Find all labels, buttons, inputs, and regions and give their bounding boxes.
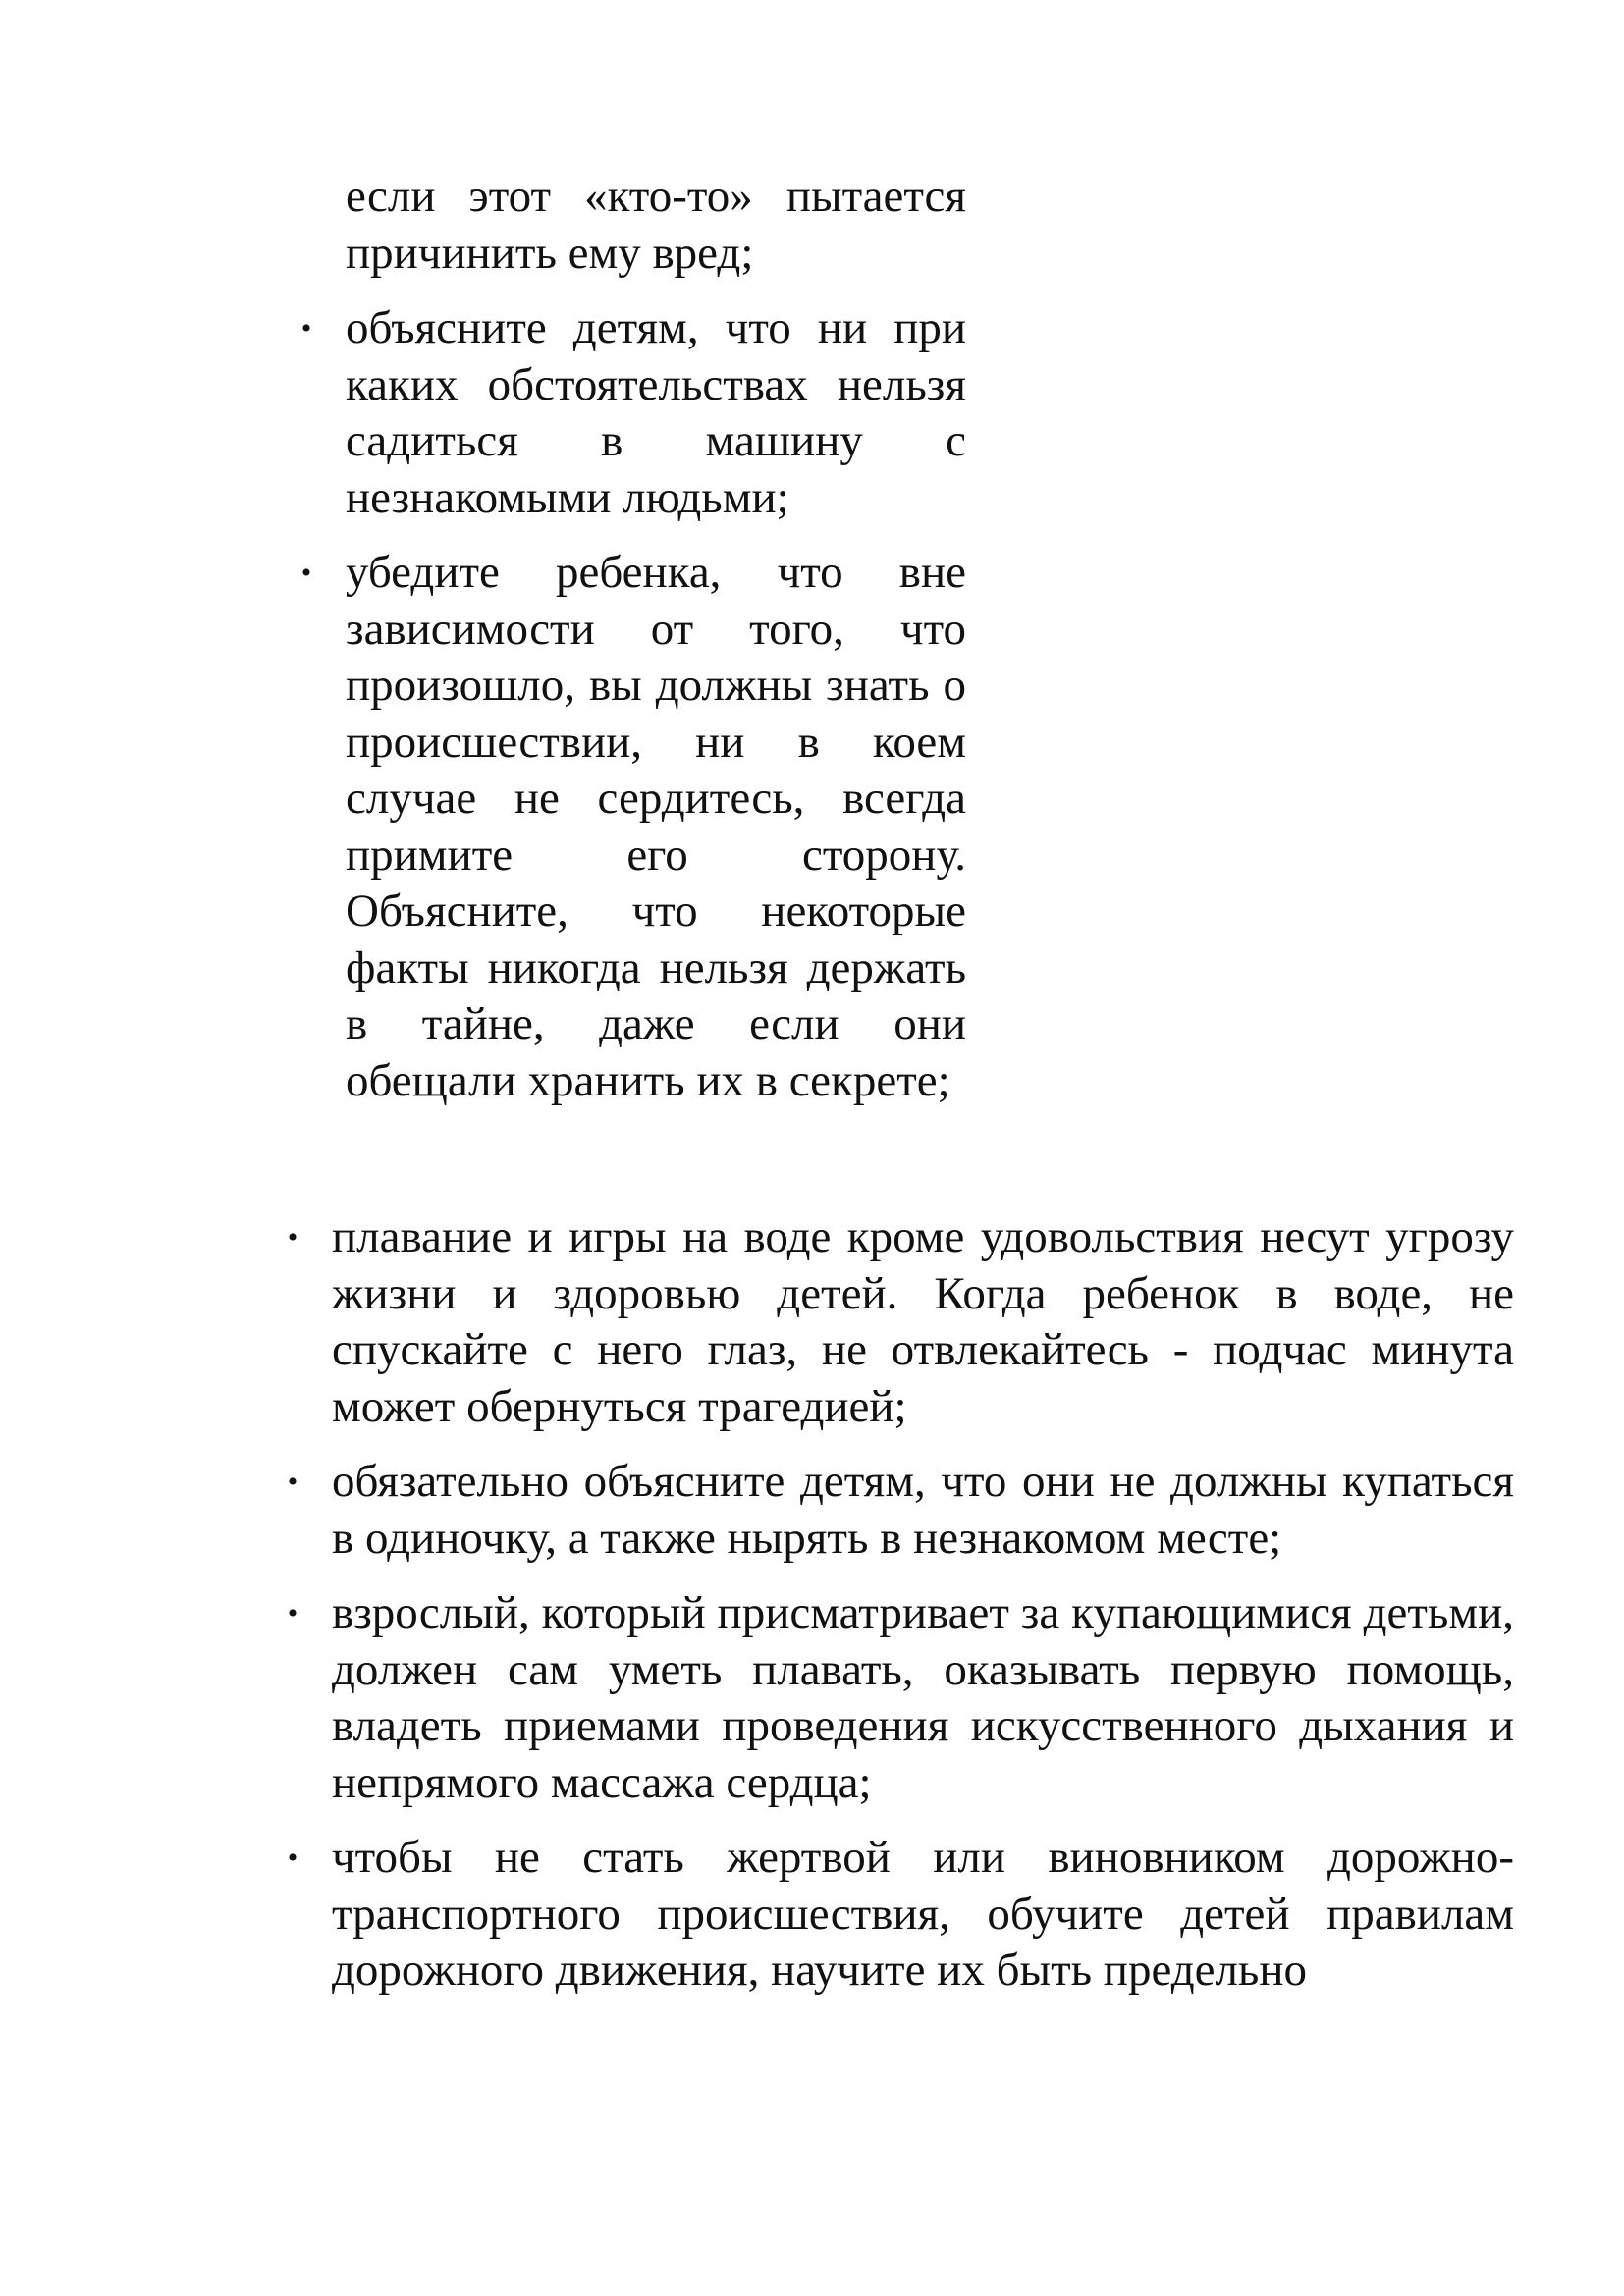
list-item xyxy=(287,1454,1514,1567)
list-item-text: объясните детям, что ни при каких обстоятельствах нельзя садиться в машину с незнакомыми людьми; xyxy=(346,302,966,523)
bullet-icon: • xyxy=(287,1597,298,1629)
bullet-icon: • xyxy=(287,1221,298,1254)
bullet-icon: • xyxy=(300,557,312,589)
list-item xyxy=(287,1585,1514,1811)
nested-bullet-list xyxy=(300,169,966,1128)
list-item-text: чтобы не стать жертвой или виновником дорожно-транспортного происшествия, обучите детей правилам дорожного движения, научите их быть предельно xyxy=(332,1832,1514,1996)
list-item xyxy=(300,545,966,1109)
list-item xyxy=(287,1830,1514,2000)
list-item-text: взрослый, который присматривает за купающимися детьми, должен сам уметь плавать, оказывать первую помощь, владеть приемами проведения искусственного дыхания и непрямого массажа сердца; xyxy=(332,1587,1514,1808)
list-item xyxy=(300,300,966,526)
list-item xyxy=(287,1209,1514,1435)
list-item-text: если этот «кто-то» пытается причинить ему вред; xyxy=(346,171,966,279)
list-item-text: обязательно объясните детям, что они не должны купаться в одиночку, а также нырять в незнакомом месте; xyxy=(332,1456,1514,1564)
bullet-icon: • xyxy=(300,312,312,345)
bullet-list xyxy=(287,1209,1514,2018)
list-item-continuation xyxy=(346,169,966,282)
list-item-text: плавание и игры на воде кроме удовольствия несут угрозу жизни и здоровью детей. Когда ребенок в воде, не спускайте с него глаз, не отвлекайтесь - подчас минута может обернуться трагедией; xyxy=(332,1211,1514,1432)
bullet-icon: • xyxy=(287,1842,298,1874)
bullet-icon: • xyxy=(287,1466,298,1498)
list-item-text: убедите ребенка, что вне зависимости от того, что произошло, вы должны знать о происшествии, ни в коем случае не сердитесь, всегда примите его сторону. Объясните, что некоторые факты никогда нельзя держать в тайне, даже если они обещали хранить их в секрете; xyxy=(346,547,966,1106)
